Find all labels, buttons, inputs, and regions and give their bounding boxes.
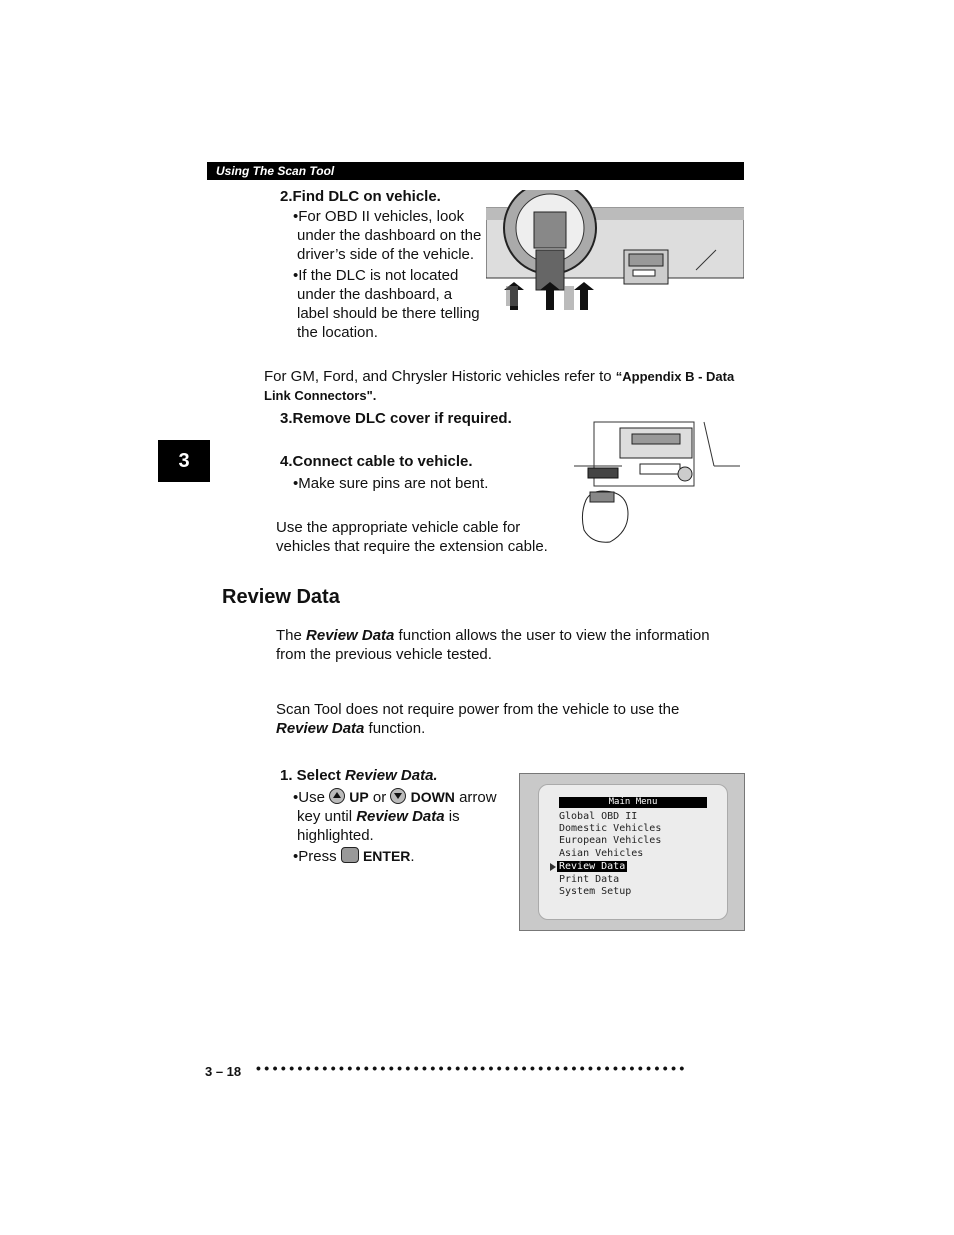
cable-note xyxy=(276,518,548,556)
step2-bullet-2 xyxy=(293,266,480,342)
lcd-menu-item[interactable]: Global OBD II xyxy=(559,811,638,822)
power-note xyxy=(276,700,679,738)
text: •Press xyxy=(293,848,341,865)
term: Review Data xyxy=(306,627,395,644)
scan-tool-screen xyxy=(519,773,745,931)
step1-bullet-1 xyxy=(293,788,497,845)
step1-title xyxy=(280,767,438,784)
text-line: label should be there telling xyxy=(297,305,480,322)
text: •Use xyxy=(293,789,330,806)
text-line: highlighted. xyxy=(297,827,374,844)
lcd-menu-title: Main Menu xyxy=(559,797,707,808)
footer-dot-leader: •••••••••••••••••••••••••••••••••••••••••••••••••••• xyxy=(256,1060,688,1076)
text: function. xyxy=(364,720,426,737)
enter-label: ENTER xyxy=(362,848,411,864)
text: arrow xyxy=(454,789,497,806)
lcd-menu-item[interactable]: Print Data xyxy=(559,874,620,885)
text-line: under the dashboard on the xyxy=(297,227,482,244)
chapter-tab: 3 xyxy=(158,440,210,482)
text: The xyxy=(276,627,307,644)
lcd-menu-item-selected[interactable] xyxy=(557,861,627,873)
lcd-display xyxy=(538,784,728,920)
text-line: vehicles that require the extension cable. xyxy=(276,538,548,555)
up-arrow-button-icon xyxy=(329,788,345,804)
text-line: under the dashboard, a xyxy=(297,286,453,303)
step4-bullet: •Make sure pins are not bent. xyxy=(293,475,489,492)
dlc-connector-illustration xyxy=(574,420,744,550)
text: key until xyxy=(297,808,357,825)
text-line: driver’s side of the vehicle. xyxy=(297,246,475,263)
text-line: Use the appropriate vehicle cable for xyxy=(276,519,521,536)
text: or xyxy=(368,789,391,806)
lcd-menu-item[interactable]: European Vehicles xyxy=(559,835,662,846)
appendix-reference-link[interactable]: “Appendix B - Data xyxy=(615,369,735,384)
section-title: Using The Scan Tool xyxy=(216,164,335,178)
term: Review Data xyxy=(276,720,365,737)
step4-title: 4.Connect cable to vehicle. xyxy=(280,453,473,470)
down-arrow-button-icon xyxy=(390,788,406,804)
running-header xyxy=(207,162,744,180)
text: 1. Select xyxy=(280,767,346,784)
appendix-reference-link-cont[interactable]: Link Connectors". xyxy=(264,388,377,403)
term: Review Data. xyxy=(345,767,438,784)
historic-note xyxy=(264,367,744,405)
lcd-menu-item[interactable]: Asian Vehicles xyxy=(559,848,644,859)
enter-button-icon xyxy=(341,847,359,863)
text-line: •For OBD II vehicles, look xyxy=(293,208,465,225)
step1-bullet-2 xyxy=(293,847,415,866)
lcd-menu-item[interactable]: Domestic Vehicles xyxy=(559,823,662,834)
selected-label: Review Data xyxy=(559,861,626,872)
down-label: DOWN xyxy=(410,789,455,805)
step2-title: 2.Find DLC on vehicle. xyxy=(280,188,441,205)
text-line: from the previous vehicle tested. xyxy=(276,646,492,663)
text-line: the location. xyxy=(297,324,378,341)
dashboard-illustration xyxy=(486,190,744,314)
section-heading: Review Data xyxy=(222,586,340,608)
text: is xyxy=(444,808,460,825)
historic-note-text: For GM, Ford, and Chrysler Historic vehicles refer to xyxy=(264,368,616,385)
step3-title: 3.Remove DLC cover if required. xyxy=(280,410,512,427)
review-intro xyxy=(276,626,710,664)
page-number: 3 – 18 xyxy=(205,1064,242,1079)
text: function allows the user to view the information xyxy=(394,627,710,644)
text-line: •If the DLC is not located xyxy=(293,267,459,284)
term: Review Data xyxy=(356,808,445,825)
selection-arrow-icon xyxy=(550,863,556,871)
up-label: UP xyxy=(349,789,369,805)
text: . xyxy=(410,848,415,865)
text-line: Scan Tool does not require power from the vehicle to use the xyxy=(276,701,680,718)
step2-bullet-1 xyxy=(293,207,481,264)
lcd-menu-item[interactable]: System Setup xyxy=(559,886,632,897)
